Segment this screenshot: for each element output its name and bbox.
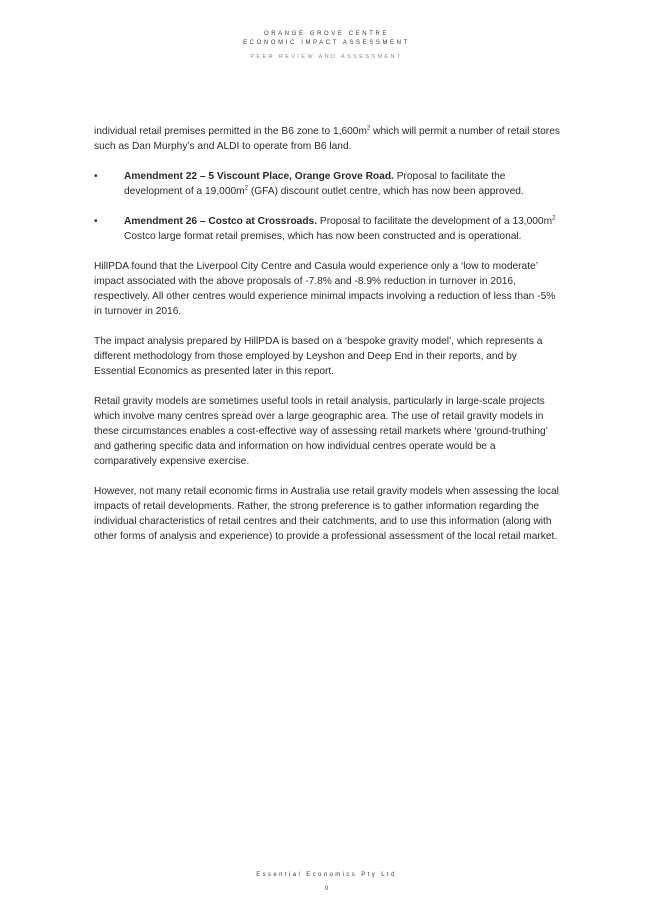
paragraph-retail-gravity-models: Retail gravity models are sometimes useful tools in retail analysis, particularly in large-scale projects which involve many centres spread over a large geographic area. The use of retail gravity models in these circumstances enables a cost-effective way of assessing retail markets where ‘ground-truthing’ and gathering specific data and information on how individual centres operate would be a comparatively expensive exercise.	[94, 396, 548, 467]
bullet-icon: •	[94, 216, 98, 227]
continued-bullet-text	[94, 124, 560, 154]
bullet-text-part1: Proposal to facilitate the development of a 19,000m	[124, 171, 506, 197]
paragraph-hillpda-findings: HillPDA found that the Liverpool City Centre and Casula would experience only a ‘low to moderate’ impact associated with the above proposals of -7.8% and -8.9% reduction in turnover in 2016, respectively. All other centres would experience minimal impacts involving a reduction of less than -5% in turnover in 2016.	[94, 261, 556, 317]
page-header	[0, 30, 653, 60]
page-body	[94, 124, 560, 559]
page-footer	[0, 872, 653, 892]
bullet-item-amendment-22	[94, 169, 560, 199]
bullet-text-part2: (GFA) discount outlet centre, which has now been approved.	[247, 186, 524, 197]
bullet-title: Amendment 22 – 5 Viscount Place, Orange Grove Road.	[124, 171, 394, 182]
header-project-title: ORANGE GROVE CENTRE	[263, 31, 390, 37]
bullet-text-part2: Costco large format retail premises, which has now been constructed and is operational.	[124, 231, 522, 242]
bullet-title: Amendment 26 – Costco at Crossroads.	[124, 216, 318, 227]
superscript: 2	[552, 215, 556, 222]
footer-company-name: Essential Economics Pty Ltd	[256, 872, 397, 878]
paragraph-preference: However, not many retail economic firms in Australia use retail gravity models when assessing the local impacts of retail developments. Rather, the strong preference is to gather information regarding the individual characteristics of retail centres and their catchments, and to use this information (along with other forms of analysis and experience) to provide a professional assessment of the local retail market.	[94, 486, 559, 542]
header-section-title: PEER REVIEW AND ASSESSMENT	[250, 54, 403, 60]
superscript: 2	[366, 125, 371, 132]
superscript: 2	[244, 185, 248, 192]
paragraph-gravity-model: The impact analysis prepared by HillPDA is based on a ‘bespoke gravity model’, which represents a different methodology from those employed by Leyshon and Deep End in their reports, and by Essential Economics as presented later in this report.	[94, 336, 543, 377]
bullet-item-amendment-26	[94, 214, 560, 244]
bullet-text-part1: Proposal to facilitate the development of a 13,000m	[317, 216, 553, 227]
bullet-icon: •	[94, 171, 98, 182]
continued-text-part1: individual retail premises permitted in the B6 zone to 1,600m	[94, 126, 367, 137]
header-report-title: ECONOMIC IMPACT ASSESSMENT	[243, 40, 410, 46]
page-number: 9	[324, 886, 329, 892]
continued-text-part2: which will permit a number of retail stores such as Dan Murphy’s and ALDI to operate from B6 land.	[94, 126, 560, 152]
